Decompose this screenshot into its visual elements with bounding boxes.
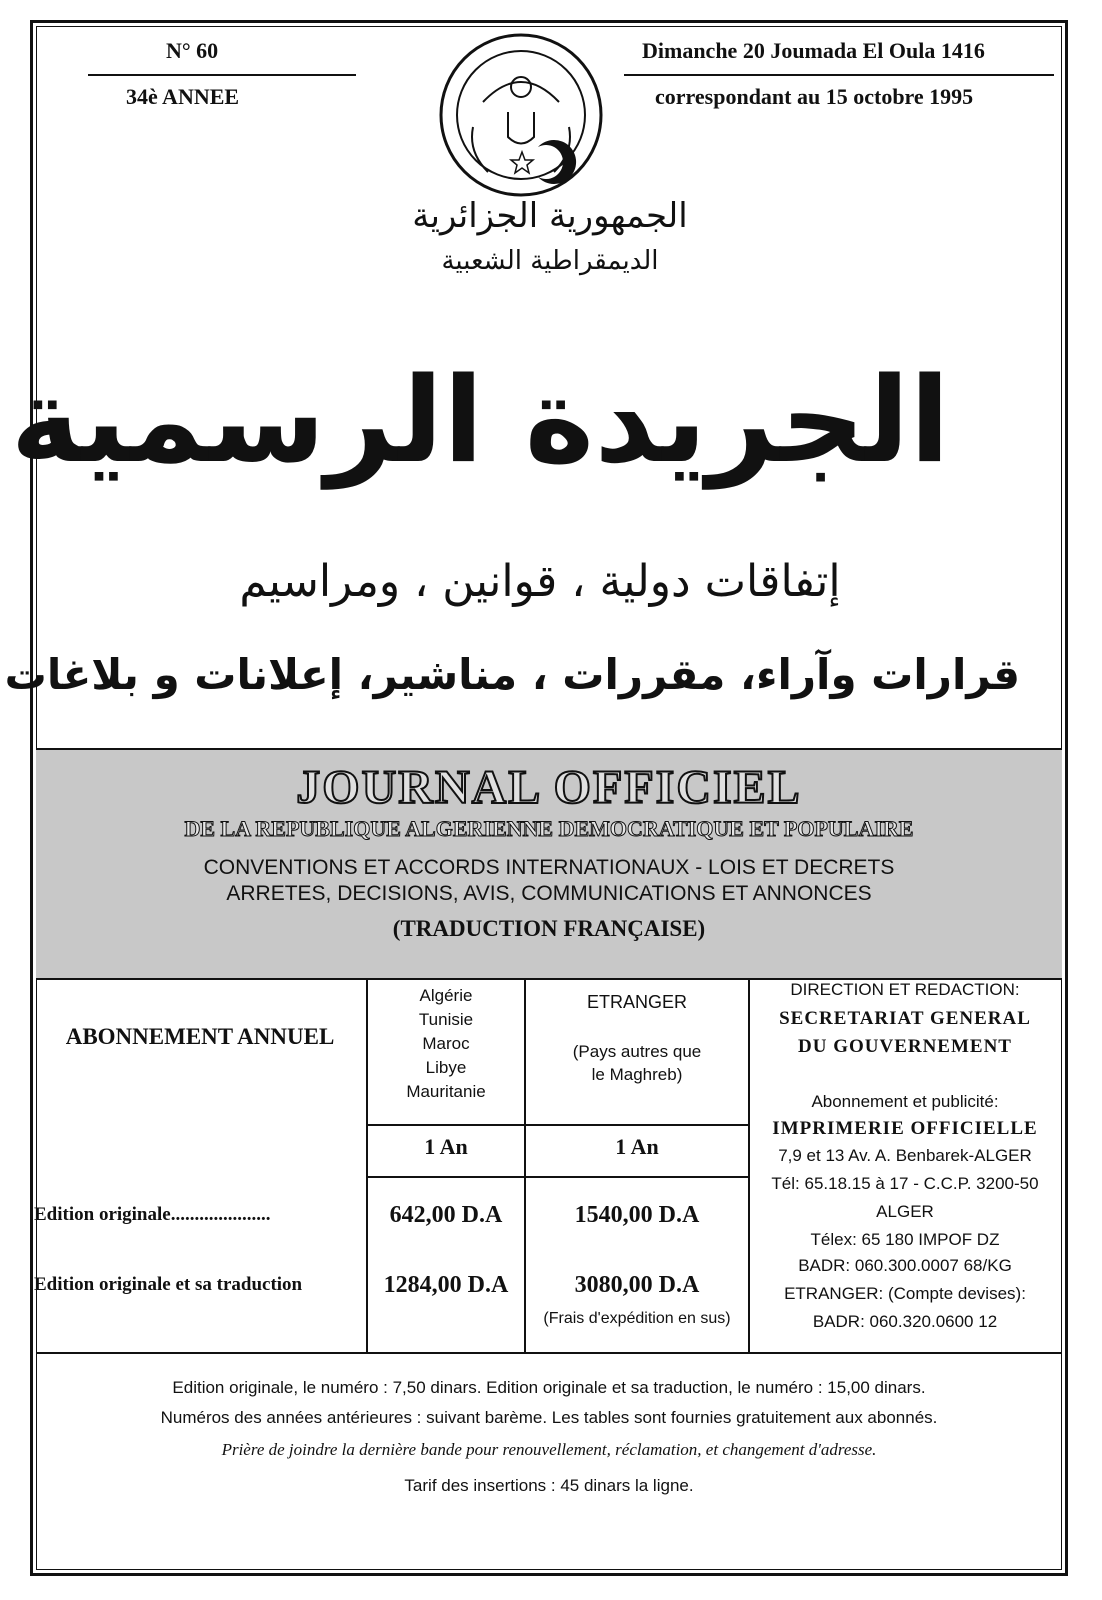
arabic-subtitle-1: إتفاقات دولية ، قوانين ، ومراسيم <box>239 556 841 607</box>
country-algerie: Algérie <box>419 986 473 1005</box>
direction-org-line1: SECRETARIAT GENERAL <box>779 1008 1031 1029</box>
country-tunisie: Tunisie <box>418 1010 474 1029</box>
journal-title-band <box>36 748 1062 980</box>
row1-maghreb-price: 642,00 D.A <box>389 1202 503 1228</box>
country-maroc: Maroc <box>422 1034 470 1053</box>
printer-address: 7,9 et 13 Av. A. Benbarek-ALGER <box>778 1146 1032 1165</box>
table-bottom-rule <box>36 1352 1062 1354</box>
table-vline-3 <box>748 980 750 1352</box>
journal-contents-line1: CONVENTIONS ET ACCORDS INTERNATIONAUX - LOIS ET DECRETS <box>203 856 895 879</box>
foreign-column-title: ETRANGER <box>586 992 687 1012</box>
footer-renewal-note: Prière de joindre la dernière bande pour renouvellement, réclamation, et changement d'adresse. <box>221 1440 877 1459</box>
gregorian-date: correspondant au 15 octobre 1995 <box>655 84 974 109</box>
footer-insertion-rate: Tarif des insertions : 45 dinars la ligne. <box>404 1476 694 1495</box>
year-label: 34è ANNEE <box>126 84 240 109</box>
period-maghreb: 1 An <box>424 1134 468 1159</box>
journal-title: JOURNAL OFFICIEL <box>296 761 802 814</box>
maghreb-countries <box>368 984 524 1104</box>
national-seal-emblem <box>438 32 604 198</box>
republic-arabic-line1: الجمهورية الجزائرية <box>412 196 688 236</box>
republic-arabic-line2: الديمقراطية الشعبية <box>441 246 659 276</box>
foreign-bank-account: BADR: 060.320.0600 12 <box>812 1312 998 1331</box>
printer-phone: Tél: 65.18.15 à 17 - C.C.P. 3200-50 <box>771 1174 1039 1193</box>
printer-telex: Télex: 65 180 IMPOF DZ <box>810 1230 1000 1249</box>
issue-date: Dimanche 20 Joumada El Oula 1416 <box>642 38 985 63</box>
shipping-note: (Frais d'expédition en sus) <box>543 1310 731 1327</box>
header-rule-left <box>88 74 356 76</box>
row2-foreign-price: 3080,00 D.A <box>574 1272 700 1298</box>
foreign-account-label: ETRANGER: (Compte devises): <box>784 1284 1026 1303</box>
journal-contents-line2: ARRETES, DECISIONS, AVIS, COMMUNICATIONS ET ANNONCES <box>226 882 872 905</box>
row1-foreign-price: 1540,00 D.A <box>574 1202 700 1228</box>
journal-subtitle: DE LA REPUBLIQUE ALGERIENNE DEMOCRATIQUE ET POPULAIRE <box>184 816 914 841</box>
journal-arabic-title: الجريدة الرسمية <box>10 351 950 489</box>
direction-org-line2: DU GOUVERNEMENT <box>798 1036 1012 1057</box>
direction-title: DIRECTION ET REDACTION: <box>790 980 1020 999</box>
table-hline-2 <box>366 1176 750 1178</box>
subscription-advertising-label: Abonnement et publicité: <box>811 1092 999 1111</box>
country-libye: Libye <box>425 1058 467 1077</box>
footer-back-issues: Numéros des années antérieures : suivant barème. Les tables sont fournies gratuitement aux abonnés. <box>160 1408 938 1427</box>
row1-label: Edition originale..................... <box>34 1204 271 1225</box>
issue-number: N° 60 <box>166 38 219 63</box>
subscription-heading: ABONNEMENT ANNUEL <box>65 1024 335 1049</box>
foreign-column-note: (Pays autres que le Maghreb) <box>572 1042 702 1084</box>
table-hline-1 <box>366 1124 750 1126</box>
row2-label: Edition originale et sa traduction <box>34 1274 303 1295</box>
header-rule-right <box>624 74 1054 76</box>
country-mauritanie: Mauritanie <box>406 1082 486 1101</box>
row2-maghreb-price: 1284,00 D.A <box>383 1272 509 1298</box>
printer-name: IMPRIMERIE OFFICIELLE <box>772 1118 1038 1139</box>
period-foreign: 1 An <box>615 1134 659 1159</box>
translation-label: (TRADUCTION FRANÇAISE) <box>392 916 706 941</box>
printer-city: ALGER <box>876 1202 934 1221</box>
footer-price-per-issue: Edition originale, le numéro : 7,50 dinars. Edition originale et sa traduction, le numéro : 15,00 dinars. <box>172 1378 926 1397</box>
arabic-subtitle-2: قرارات وآراء، مقررات ، مناشير، إعلانات و بلاغات <box>4 650 1020 699</box>
bank-account: BADR: 060.300.0007 68/KG <box>798 1256 1012 1275</box>
